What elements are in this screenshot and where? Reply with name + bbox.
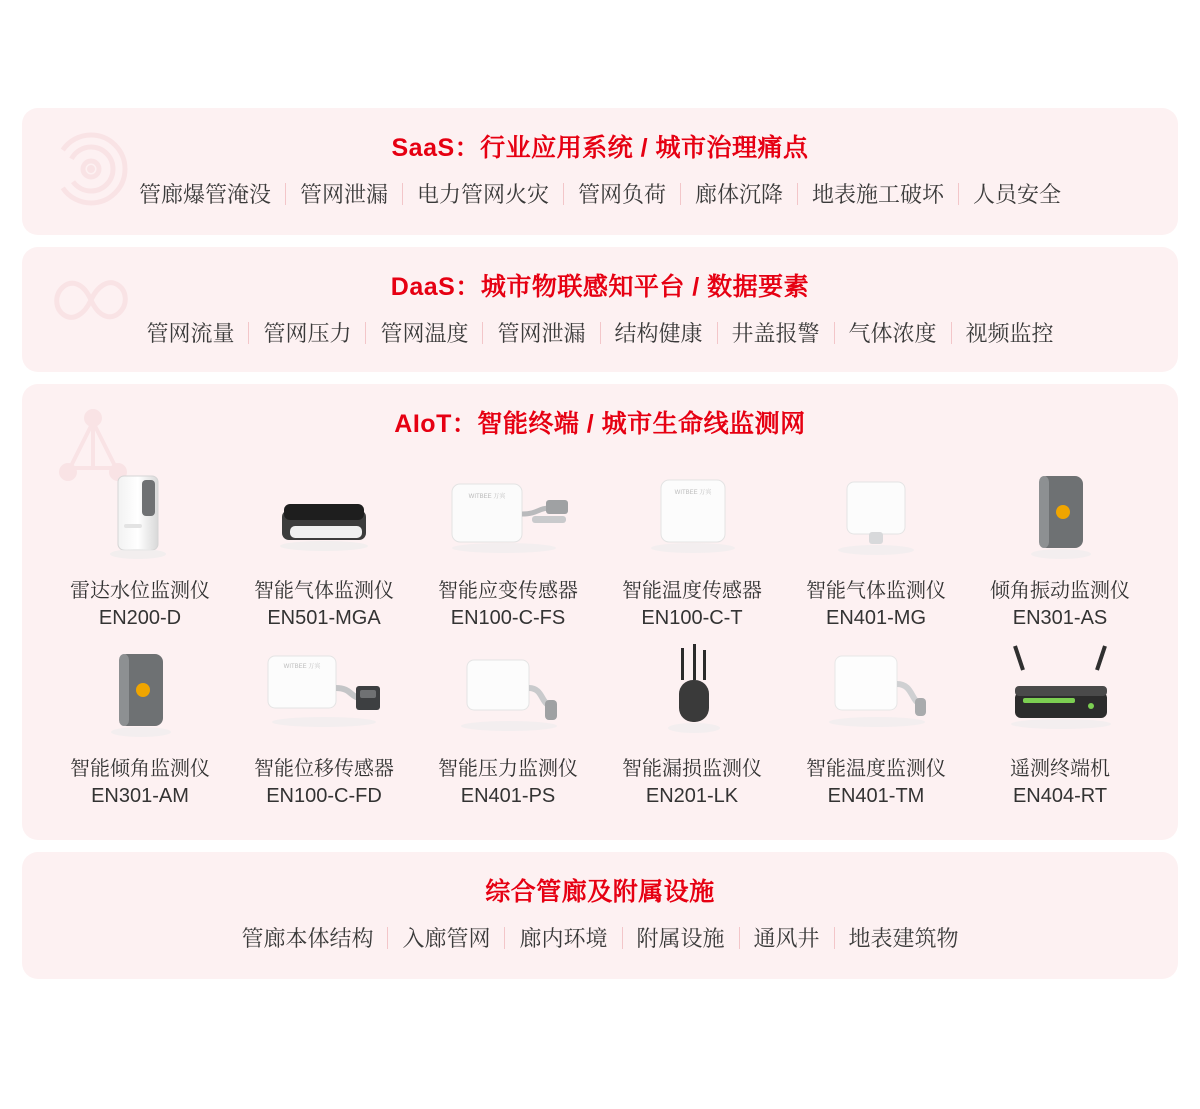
svg-text:WITBEE 万宾: WITBEE 万宾: [468, 494, 506, 500]
device-card: [968, 460, 1152, 632]
device-card[interactable]: [232, 460, 416, 632]
tag-item[interactable]: 廊内环境: [519, 926, 608, 951]
tag-item[interactable]: 管廊本体结构: [241, 926, 374, 951]
device-card: [600, 460, 784, 632]
tag-item[interactable]: 电力管网火灾: [416, 182, 549, 207]
device-model: EN301-AM: [91, 785, 189, 807]
device-card: [600, 638, 784, 810]
device-card: [968, 638, 1152, 810]
device-card: [48, 638, 232, 810]
layer-title-text: 综合管廊及附属设施: [485, 878, 715, 906]
device-card: [416, 638, 600, 810]
tag-item[interactable]: 视频监控: [965, 321, 1054, 346]
layer-daas: [22, 247, 1178, 372]
device-model: EN401-PS: [460, 785, 556, 807]
device-name: 倾角振动监测仪: [990, 580, 1130, 602]
device-model: EN301-AS: [1012, 607, 1108, 629]
leak-monitor-device-icon: [637, 638, 747, 746]
layer-title-saas: [22, 108, 1178, 178]
layer-infrastructure: [22, 852, 1178, 979]
layer-title-prefix: SaaS：: [391, 134, 481, 162]
device-card: [416, 460, 600, 632]
rtu-router-device-icon: [985, 638, 1135, 746]
tag-item[interactable]: 管网负荷: [577, 182, 666, 207]
device-name: 智能位移传感器: [254, 758, 394, 780]
device-name: 智能温度传感器: [622, 580, 762, 602]
device-card: [232, 638, 416, 810]
device-name: 智能温度监测仪: [806, 758, 946, 780]
tag-item[interactable]: 附属设施: [636, 926, 725, 951]
device-model: EN100-C-FS: [450, 607, 566, 629]
layer-title-prefix: DaaS：: [390, 273, 481, 301]
layer-title-daas: [22, 247, 1178, 317]
tag-item[interactable]: 通风井: [753, 926, 820, 951]
device-name: 雷达水位监测仪: [70, 580, 210, 602]
tag-item[interactable]: 管廊爆管淹没: [138, 182, 271, 207]
tag-item[interactable]: 地表建筑物: [848, 926, 959, 951]
displacement-sensor-device-icon: [244, 638, 404, 746]
layer-saas: [22, 108, 1178, 235]
tag-item[interactable]: 气体浓度: [848, 321, 937, 346]
svg-text:WITBEE 万宾: WITBEE 万宾: [283, 664, 321, 670]
tag-item[interactable]: 廊体沉降: [695, 182, 784, 207]
device-name: 智能漏损监测仪: [622, 758, 762, 780]
strain-sensor-device-icon: [428, 460, 588, 568]
tag-row-daas: [22, 317, 1178, 372]
gas-sensor-device-icon: [811, 460, 941, 568]
device-model: EN404-RT: [1012, 785, 1108, 807]
tilt-monitor-device-icon: [85, 638, 195, 746]
device-card: [784, 638, 968, 810]
tag-item[interactable]: 管网泄漏: [299, 182, 388, 207]
tag-item[interactable]: 人员安全: [973, 182, 1062, 207]
device-name: 智能气体监测仪: [806, 580, 946, 602]
temp-sensor-device-icon: [627, 460, 757, 568]
device-model: EN401-TM: [827, 785, 925, 807]
tag-item[interactable]: 管网流量: [146, 321, 235, 346]
device-card: [784, 460, 968, 632]
device-grid: [22, 454, 1178, 832]
tag-item[interactable]: 地表施工破坏: [812, 182, 945, 207]
layer-title-prefix: AIoT：: [394, 410, 478, 438]
tilt-vibration-device-icon: [1005, 460, 1115, 568]
layer-title-text: 智能终端 / 城市生命线监测网: [477, 410, 806, 438]
layer-title-text: 城市物联感知平台 / 数据要素: [480, 273, 810, 301]
tag-row-saas: [22, 178, 1178, 235]
gas-monitor-device-icon: [254, 460, 394, 568]
tag-item[interactable]: 管网温度: [380, 321, 469, 346]
device-name: 智能应变传感器: [438, 580, 578, 602]
layer-aiot: [22, 384, 1178, 840]
device-model: EN100-C-FD: [266, 785, 382, 807]
tag-item[interactable]: 结构健康: [614, 321, 703, 346]
tag-row-infrastructure: [22, 922, 1178, 979]
device-model: EN100-C-T: [641, 607, 743, 629]
device-name: 遥测终端机: [1010, 758, 1110, 780]
tag-item[interactable]: 管网泄漏: [497, 321, 586, 346]
pressure-monitor-device-icon: [433, 638, 583, 746]
device-card[interactable]: [48, 460, 232, 632]
layer-title-infrastructure: [22, 852, 1178, 922]
layer-title-aiot: [22, 384, 1178, 454]
device-name: 智能倾角监测仪: [70, 758, 210, 780]
tag-item[interactable]: 管网压力: [263, 321, 352, 346]
device-name: 智能压力监测仪: [438, 758, 578, 780]
device-model: EN201-LK: [645, 785, 739, 807]
layer-title-text: 行业应用系统 / 城市治理痛点: [480, 134, 809, 162]
tag-item[interactable]: 入廊管网: [402, 926, 491, 951]
device-model: EN501-MGA: [267, 607, 381, 629]
radar-level-device-icon: [80, 460, 200, 568]
svg-text:WITBEE 万宾: WITBEE 万宾: [674, 490, 712, 496]
temperature-monitor-device-icon: [801, 638, 951, 746]
device-model: EN401-MG: [825, 607, 927, 629]
device-name: 智能气体监测仪: [254, 580, 394, 602]
tag-item[interactable]: 井盖报警: [731, 321, 820, 346]
device-model: EN200-D: [98, 607, 182, 629]
